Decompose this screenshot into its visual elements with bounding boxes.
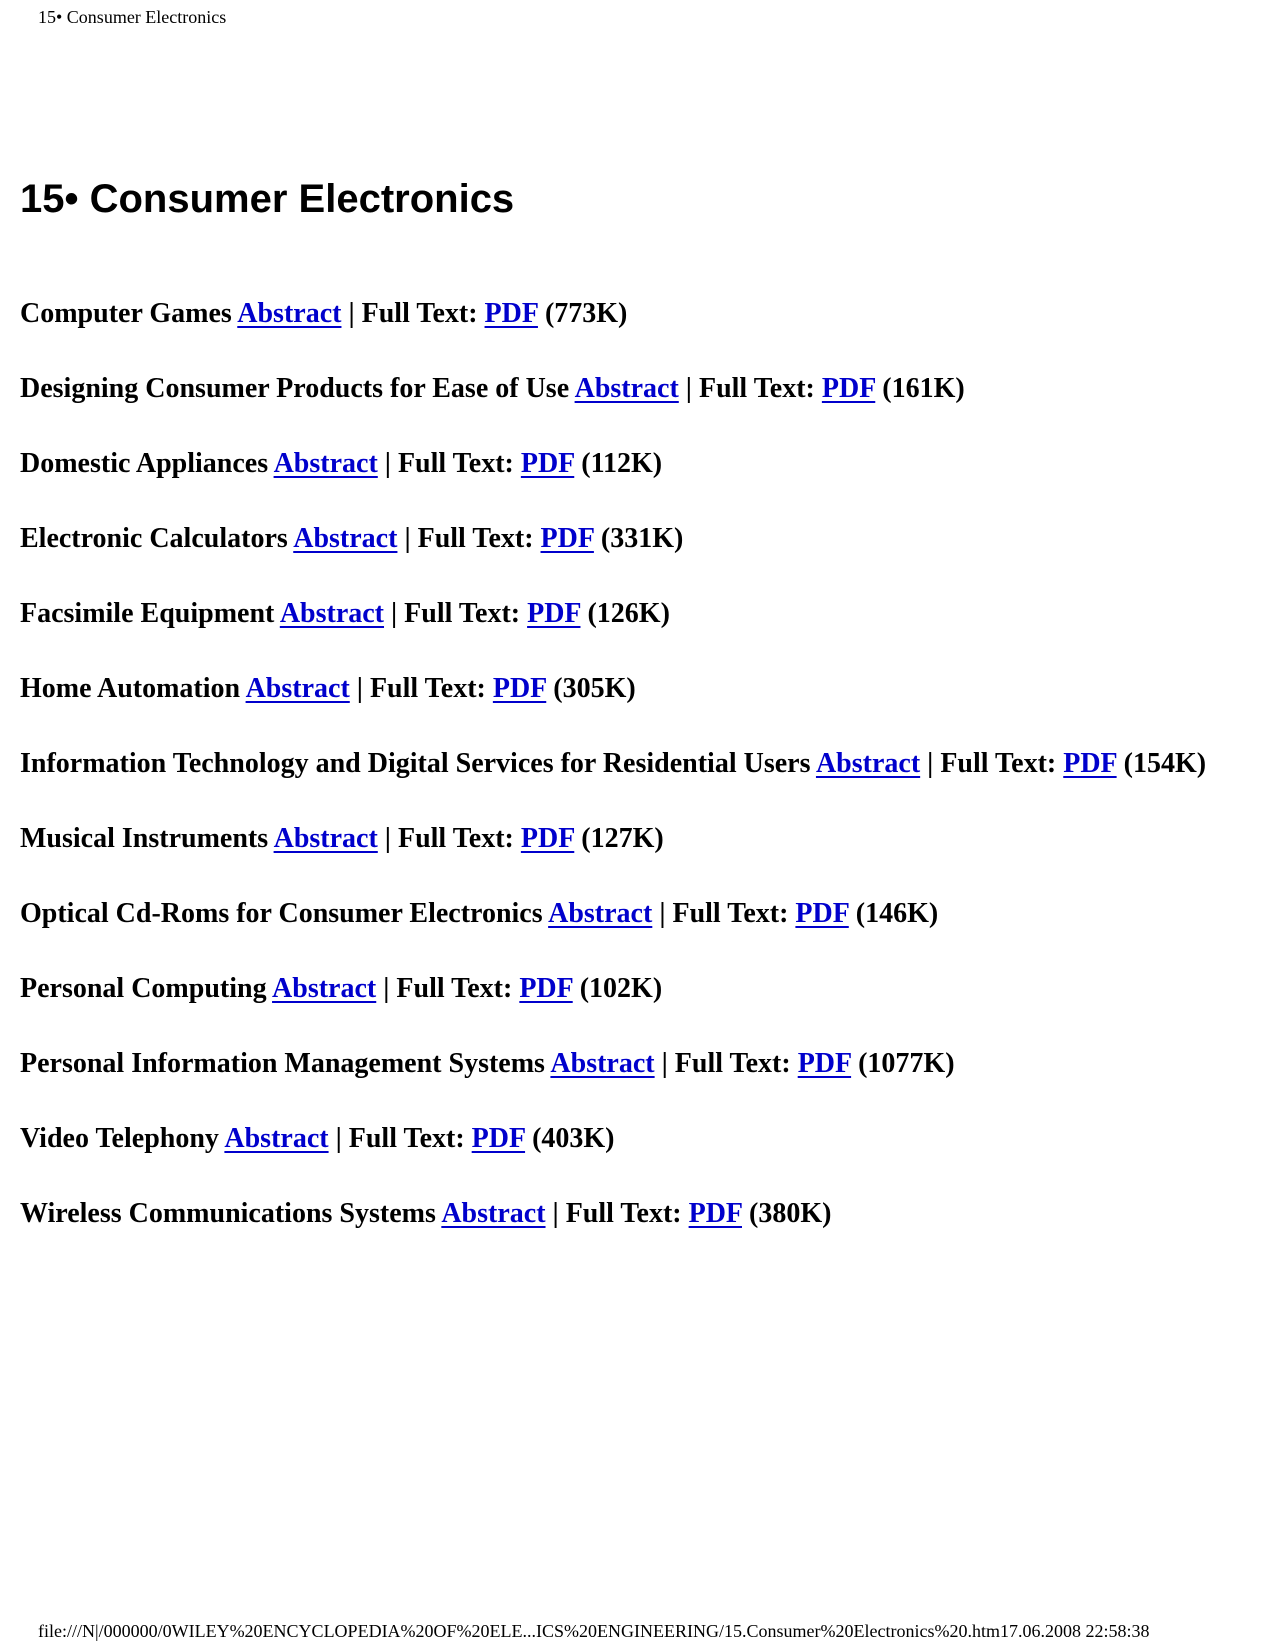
article-entry <box>20 1044 1230 1083</box>
file-size: (331K) <box>600 523 684 554</box>
article-entry <box>20 594 1230 633</box>
article-entry <box>20 369 1230 408</box>
article-entry <box>20 969 1230 1008</box>
full-text-label: | Full Text: <box>552 1198 682 1229</box>
full-text-label: | Full Text: <box>659 898 789 929</box>
article-title: Video Telephony <box>20 1123 219 1154</box>
pdf-link[interactable]: PDF <box>484 298 538 329</box>
article-title: Wireless Communications Systems <box>20 1198 436 1229</box>
article-list <box>20 294 1230 1269</box>
article-entry <box>20 519 1230 558</box>
article-title: Domestic Appliances <box>20 448 269 479</box>
full-text-label: | Full Text: <box>384 448 514 479</box>
full-text-label: | Full Text: <box>661 1048 791 1079</box>
pdf-link[interactable]: PDF <box>520 448 575 479</box>
article-entry <box>20 294 1230 333</box>
abstract-link[interactable]: Abstract <box>279 598 385 629</box>
pdf-link[interactable]: PDF <box>527 598 581 629</box>
abstract-link[interactable]: Abstract <box>548 898 653 929</box>
article-title: Information Technology and Digital Services for Residential Users <box>20 748 811 779</box>
pdf-link[interactable]: PDF <box>471 1123 526 1154</box>
full-text-label: | Full Text: <box>391 598 521 629</box>
article-title: Designing Consumer Products for Ease of Use <box>20 373 570 404</box>
full-text-label: | Full Text: <box>685 373 815 404</box>
abstract-link[interactable]: Abstract <box>815 748 921 779</box>
pdf-link[interactable]: PDF <box>492 673 547 704</box>
article-title: Facsimile Equipment <box>20 598 275 629</box>
pdf-link[interactable]: PDF <box>821 373 876 404</box>
full-text-label: | Full Text: <box>927 748 1057 779</box>
article-entry <box>20 1194 1230 1233</box>
file-size: (1077K) <box>858 1048 955 1079</box>
abstract-link[interactable]: Abstract <box>273 823 378 854</box>
article-entry <box>20 1119 1230 1158</box>
file-size: (305K) <box>553 673 636 704</box>
article-entry <box>20 894 1230 933</box>
abstract-link[interactable]: Abstract <box>237 298 342 329</box>
article-entry <box>20 444 1230 483</box>
full-text-label: | Full Text: <box>384 823 514 854</box>
article-title: Musical Instruments <box>20 823 269 854</box>
abstract-link[interactable]: Abstract <box>550 1048 655 1079</box>
article-entry <box>20 744 1230 783</box>
pdf-link[interactable]: PDF <box>797 1048 852 1079</box>
full-text-label: | Full Text: <box>356 673 486 704</box>
full-text-label: | Full Text: <box>348 298 478 329</box>
pdf-link[interactable]: PDF <box>688 1198 742 1229</box>
full-text-label: | Full Text: <box>404 523 534 554</box>
full-text-label: | Full Text: <box>335 1123 465 1154</box>
pdf-link[interactable]: PDF <box>795 898 849 929</box>
file-size: (380K) <box>749 1198 832 1229</box>
article-title: Personal Computing <box>20 973 267 1004</box>
article-title: Home Automation <box>20 673 241 704</box>
abstract-link[interactable]: Abstract <box>224 1123 329 1154</box>
print-footer: file:///N|/000000/0WILEY%20ENCYCLOPEDIA%20OF%20ELE...ICS%20ENGINEERING/15.Consumer%20Electronics%20.htm17.06.2008 22:58:38 <box>38 1621 1150 1641</box>
article-entry <box>20 669 1230 708</box>
article-title: Personal Information Management Systems <box>20 1048 545 1079</box>
pdf-link[interactable]: PDF <box>519 973 573 1004</box>
file-size: (773K) <box>544 298 628 329</box>
abstract-link[interactable]: Abstract <box>441 1198 546 1229</box>
article-title: Optical Cd-Roms for Consumer Electronics <box>20 898 543 929</box>
print-header: 15• Consumer Electronics <box>38 7 227 27</box>
article-entry <box>20 819 1230 858</box>
file-size: (146K) <box>855 898 939 929</box>
article-title: Electronic Calculators <box>20 523 288 554</box>
full-text-label: | Full Text: <box>383 973 513 1004</box>
pdf-link[interactable]: PDF <box>1063 748 1117 779</box>
abstract-link[interactable]: Abstract <box>574 373 679 404</box>
file-size: (102K) <box>579 973 663 1004</box>
abstract-link[interactable]: Abstract <box>293 523 398 554</box>
file-size: (126K) <box>587 598 670 629</box>
file-size: (112K) <box>581 448 663 479</box>
pdf-link[interactable]: PDF <box>520 823 575 854</box>
file-size: (161K) <box>882 373 965 404</box>
abstract-link[interactable]: Abstract <box>245 673 350 704</box>
abstract-link[interactable]: Abstract <box>273 448 378 479</box>
file-size: (154K) <box>1123 748 1207 779</box>
article-title: Computer Games <box>20 298 232 329</box>
file-size: (403K) <box>532 1123 615 1154</box>
abstract-link[interactable]: Abstract <box>272 973 377 1004</box>
pdf-link[interactable]: PDF <box>540 523 594 554</box>
page-title: 15• Consumer Electronics <box>20 177 515 221</box>
file-size: (127K) <box>581 823 664 854</box>
